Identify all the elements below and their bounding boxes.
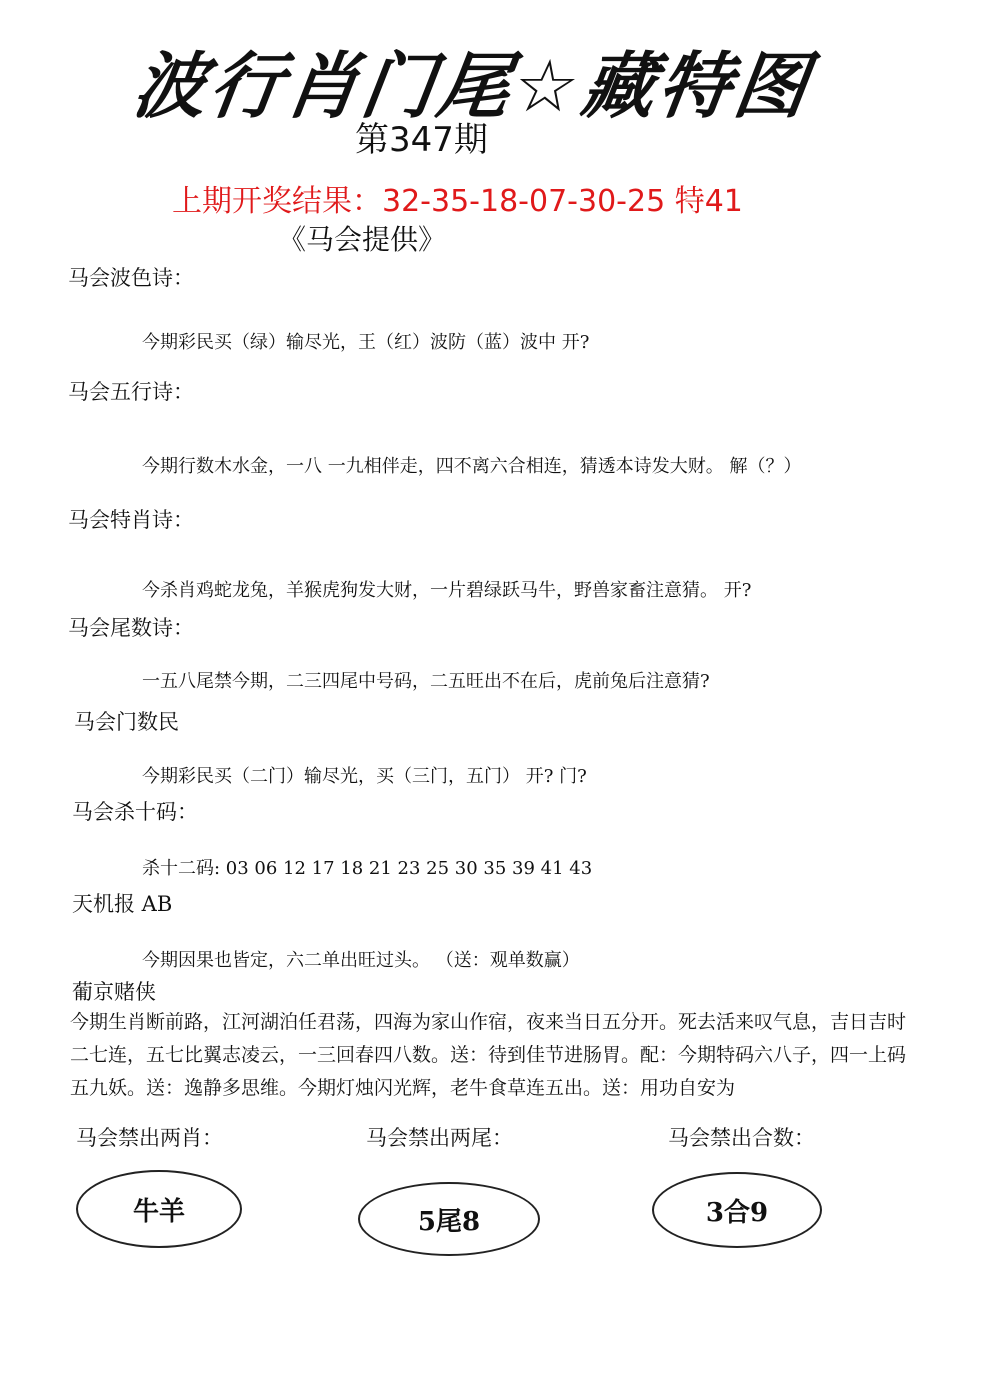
section-label-tail-number: 马会尾数诗：	[68, 616, 194, 640]
last-result: 上期开奖结果：32-35-18-07-30-25 特41	[172, 184, 743, 219]
gambler-title: 葡京赌侠	[72, 980, 156, 1004]
provider: 《马会提供》	[278, 223, 447, 256]
ban-tail-oval	[358, 1182, 540, 1256]
section-label-door-number: 马会门数民	[74, 710, 179, 734]
section-text-five-elements: 今期行数木水金，一八 一九相伴走，四不离六合相连，猜透本诗发大财。 解（？）	[142, 456, 802, 477]
gambler-text: 今期生肖断前路，江河湖泊任君荡，四海为家山作宿，夜来当日五分开。死去活来叹气息，吉日吉时二七连，五七比翼志凌云，一三回春四八数。送：待到佳节进肠胃。配：今期特码六八子，四一上码五九妖。送：逸静多思维。今期灯烛闪光辉，老牛食草连五出。送：用功自安为	[70, 1011, 907, 1099]
ban-sum-value: 3合9	[705, 1197, 769, 1228]
section-label-special-zodiac: 马会特肖诗：	[68, 508, 194, 532]
ban-zodiac-label: 马会禁出两肖：	[76, 1126, 223, 1150]
ban-tail-label: 马会禁出两尾：	[366, 1126, 513, 1150]
section-text-tianji: 今期因果也皆定，六二单出旺过头。 （送：观单数赢）	[142, 950, 580, 971]
section-text-special-zodiac: 今杀肖鸡蛇龙兔，羊猴虎狗发大财，一片碧绿跃马牛，野兽家畜注意猜。 开?	[142, 580, 752, 601]
section-text-door-number: 今期彩民买（二门）输尽光，买（三门，五门） 开? 门?	[142, 766, 587, 787]
section-text-tail-number: 一五八尾禁今期，二三四尾中号码，二五旺出不在后，虎前兔后注意猜?	[142, 671, 710, 692]
ban-tail-value: 5尾8	[417, 1206, 481, 1237]
page-title: 波行肖门尾☆藏特图	[128, 44, 817, 128]
issue-number: 第347期	[355, 120, 488, 160]
ban-zodiac-value: 牛羊	[132, 1196, 185, 1227]
section-text-wave-color: 今期彩民买（绿）输尽光，王（红）波防（蓝）波中 开?	[142, 332, 590, 353]
ban-sum-oval	[652, 1172, 822, 1248]
section-label-five-elements: 马会五行诗：	[68, 380, 194, 404]
ban-sum-label: 马会禁出合数：	[668, 1126, 815, 1150]
section-label-kill-ten: 马会杀十码：	[72, 800, 198, 824]
section-text-kill-ten: 杀十二码: 03 06 12 17 18 21 23 25 30 35 39 41 43	[142, 858, 593, 879]
section-label-wave-color: 马会波色诗：	[68, 266, 194, 290]
section-label-tianji: 天机报 AB	[72, 892, 173, 916]
ban-zodiac-oval	[76, 1170, 242, 1248]
